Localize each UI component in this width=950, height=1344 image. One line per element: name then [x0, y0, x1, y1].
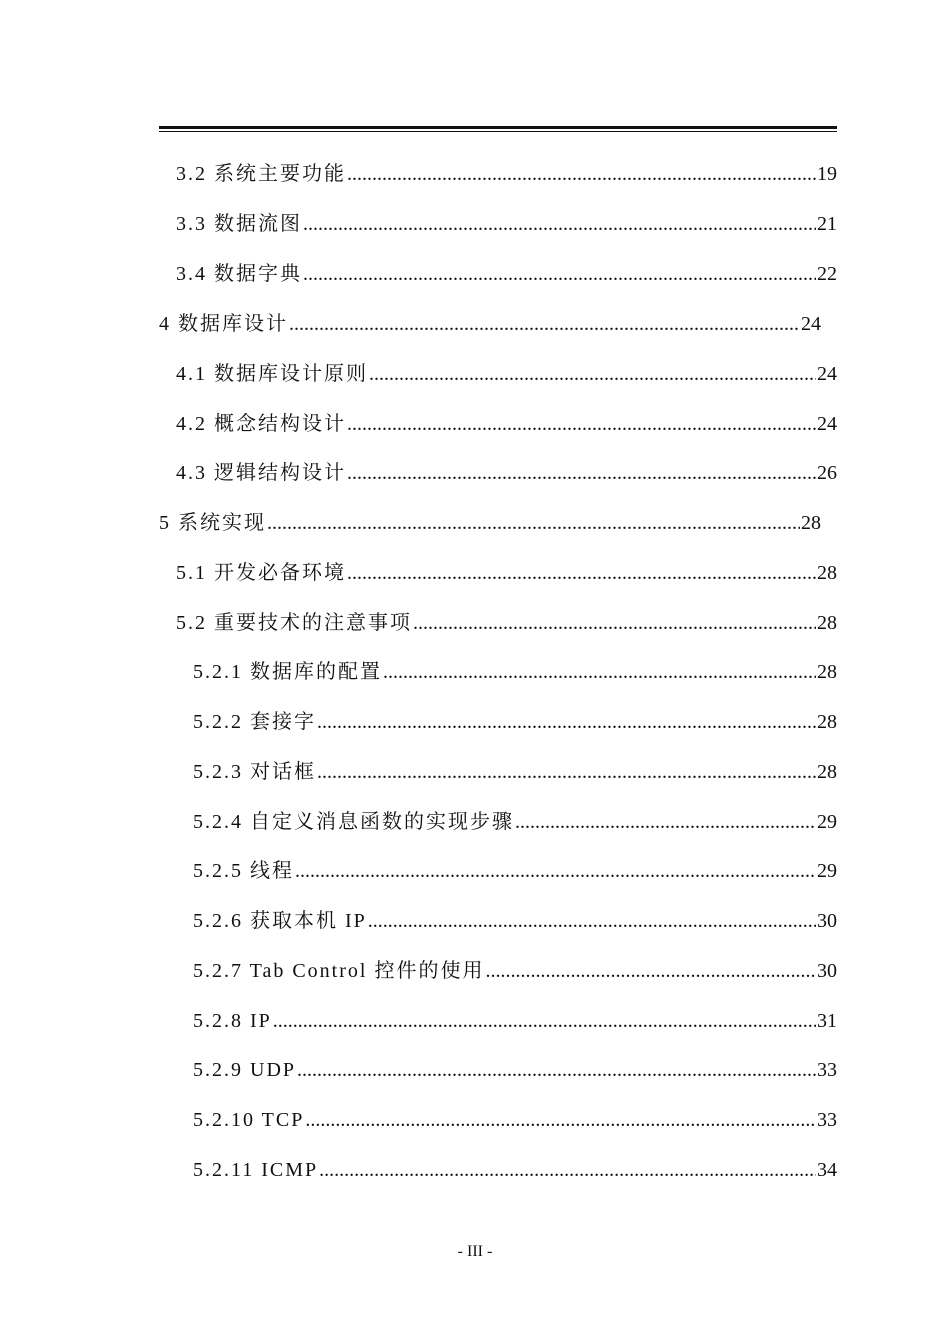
toc-entry-title: 5.2.8 IP	[193, 1010, 272, 1032]
header-rule-thick	[159, 126, 837, 129]
toc-entry[interactable]	[193, 1057, 837, 1083]
toc-entry[interactable]	[193, 1008, 837, 1034]
toc-entry-page: 30	[817, 910, 837, 932]
toc-entry-title: 5.2.1 数据库的配置	[193, 661, 382, 683]
toc-entry-page: 24	[801, 313, 821, 335]
toc-entry-title: 5.2.10 TCP	[193, 1109, 305, 1131]
toc-dot-leader	[319, 1157, 816, 1183]
toc-entry-page: 28	[801, 512, 821, 534]
toc-dot-leader	[297, 1057, 816, 1083]
toc-dot-leader	[413, 610, 816, 636]
toc-entry-title: 5.2.11 ICMP	[193, 1159, 319, 1181]
toc-dot-leader	[515, 809, 816, 835]
toc-entry-page: 28	[817, 612, 837, 634]
toc-entry-title: 4.1 数据库设计原则	[176, 363, 368, 385]
toc-entry-page: 34	[817, 1159, 837, 1181]
toc-entry-title: 5.2.4 自定义消息函数的实现步骤	[193, 811, 514, 833]
toc-entry-page: 31	[817, 1010, 837, 1032]
toc-dot-leader	[303, 261, 816, 287]
toc-entry-title: 5 系统实现	[159, 512, 266, 534]
toc-entry-title: 5.2.7 Tab Control 控件的使用	[193, 960, 485, 982]
toc-entry[interactable]	[193, 1157, 837, 1183]
toc-entry-page: 24	[817, 363, 837, 385]
toc-entry-title: 3.4 数据字典	[176, 263, 302, 285]
toc-entry[interactable]	[176, 261, 837, 287]
toc-entry[interactable]	[193, 659, 837, 685]
toc-entry-title: 3.2 系统主要功能	[176, 163, 346, 185]
toc-entry-title: 5.2.2 套接字	[193, 711, 316, 733]
toc-entry[interactable]	[176, 161, 837, 187]
toc-entry[interactable]	[176, 211, 837, 237]
toc-entry[interactable]	[176, 560, 837, 586]
toc-entry[interactable]	[193, 858, 837, 884]
toc-entry[interactable]	[176, 361, 837, 387]
toc-entry[interactable]	[193, 908, 837, 934]
toc-entry[interactable]	[159, 311, 821, 337]
toc-entry-page: 26	[817, 462, 837, 484]
toc-entry-title: 4.3 逻辑结构设计	[176, 462, 346, 484]
toc-entry-title: 5.1 开发必备环境	[176, 562, 346, 584]
toc-entry-page: 21	[817, 213, 837, 235]
toc-entry[interactable]	[193, 709, 837, 735]
toc-entry-page: 29	[817, 811, 837, 833]
toc-entry-title: 4 数据库设计	[159, 313, 288, 335]
toc-dot-leader	[368, 908, 816, 934]
toc-entry-page: 28	[817, 661, 837, 683]
toc-entry-page: 19	[817, 163, 837, 185]
toc-dot-leader	[317, 709, 816, 735]
toc-dot-leader	[273, 1008, 816, 1034]
toc-entry-page: 22	[817, 263, 837, 285]
toc-entry-title: 5.2.9 UDP	[193, 1059, 297, 1081]
toc-entry[interactable]	[193, 958, 837, 984]
toc-entry[interactable]	[193, 809, 837, 835]
toc-entry-page: 28	[817, 562, 837, 584]
toc-entry-title: 5.2.5 线程	[193, 860, 294, 882]
toc-entry-title: 3.3 数据流图	[176, 213, 302, 235]
toc-dot-leader	[295, 858, 816, 884]
toc-entry-page: 33	[817, 1059, 837, 1081]
toc-entry-page: 30	[817, 960, 837, 982]
header-rule-thin	[159, 131, 837, 132]
toc-dot-leader	[267, 510, 800, 536]
toc-dot-leader	[289, 311, 800, 337]
toc-entry-title: 5.2.3 对话框	[193, 761, 316, 783]
toc-entry-page: 29	[817, 860, 837, 882]
toc-dot-leader	[369, 361, 816, 387]
toc-entry-page: 28	[817, 711, 837, 733]
toc-entry[interactable]	[193, 1107, 837, 1133]
toc-entry[interactable]	[193, 759, 837, 785]
toc-entry[interactable]	[176, 460, 837, 486]
toc-entry[interactable]	[176, 610, 837, 636]
toc-entry-page: 33	[817, 1109, 837, 1131]
toc-dot-leader	[303, 211, 816, 237]
toc-entry-page: 28	[817, 761, 837, 783]
toc-dot-leader	[383, 659, 816, 685]
toc-dot-leader	[347, 411, 816, 437]
toc-entry[interactable]	[176, 411, 837, 437]
toc-dot-leader	[485, 958, 816, 984]
toc-dot-leader	[305, 1107, 816, 1133]
toc-entry-page: 24	[817, 413, 837, 435]
toc-dot-leader	[347, 161, 816, 187]
toc-dot-leader	[317, 759, 816, 785]
toc-dot-leader	[347, 460, 816, 486]
toc-entry-title: 5.2 重要技术的注意事项	[176, 612, 412, 634]
page-number: - III -	[457, 1243, 493, 1260]
toc-entry-title: 4.2 概念结构设计	[176, 413, 346, 435]
toc-entry[interactable]	[159, 510, 821, 536]
toc-dot-leader	[347, 560, 816, 586]
toc-entry-title: 5.2.6 获取本机 IP	[193, 910, 367, 932]
